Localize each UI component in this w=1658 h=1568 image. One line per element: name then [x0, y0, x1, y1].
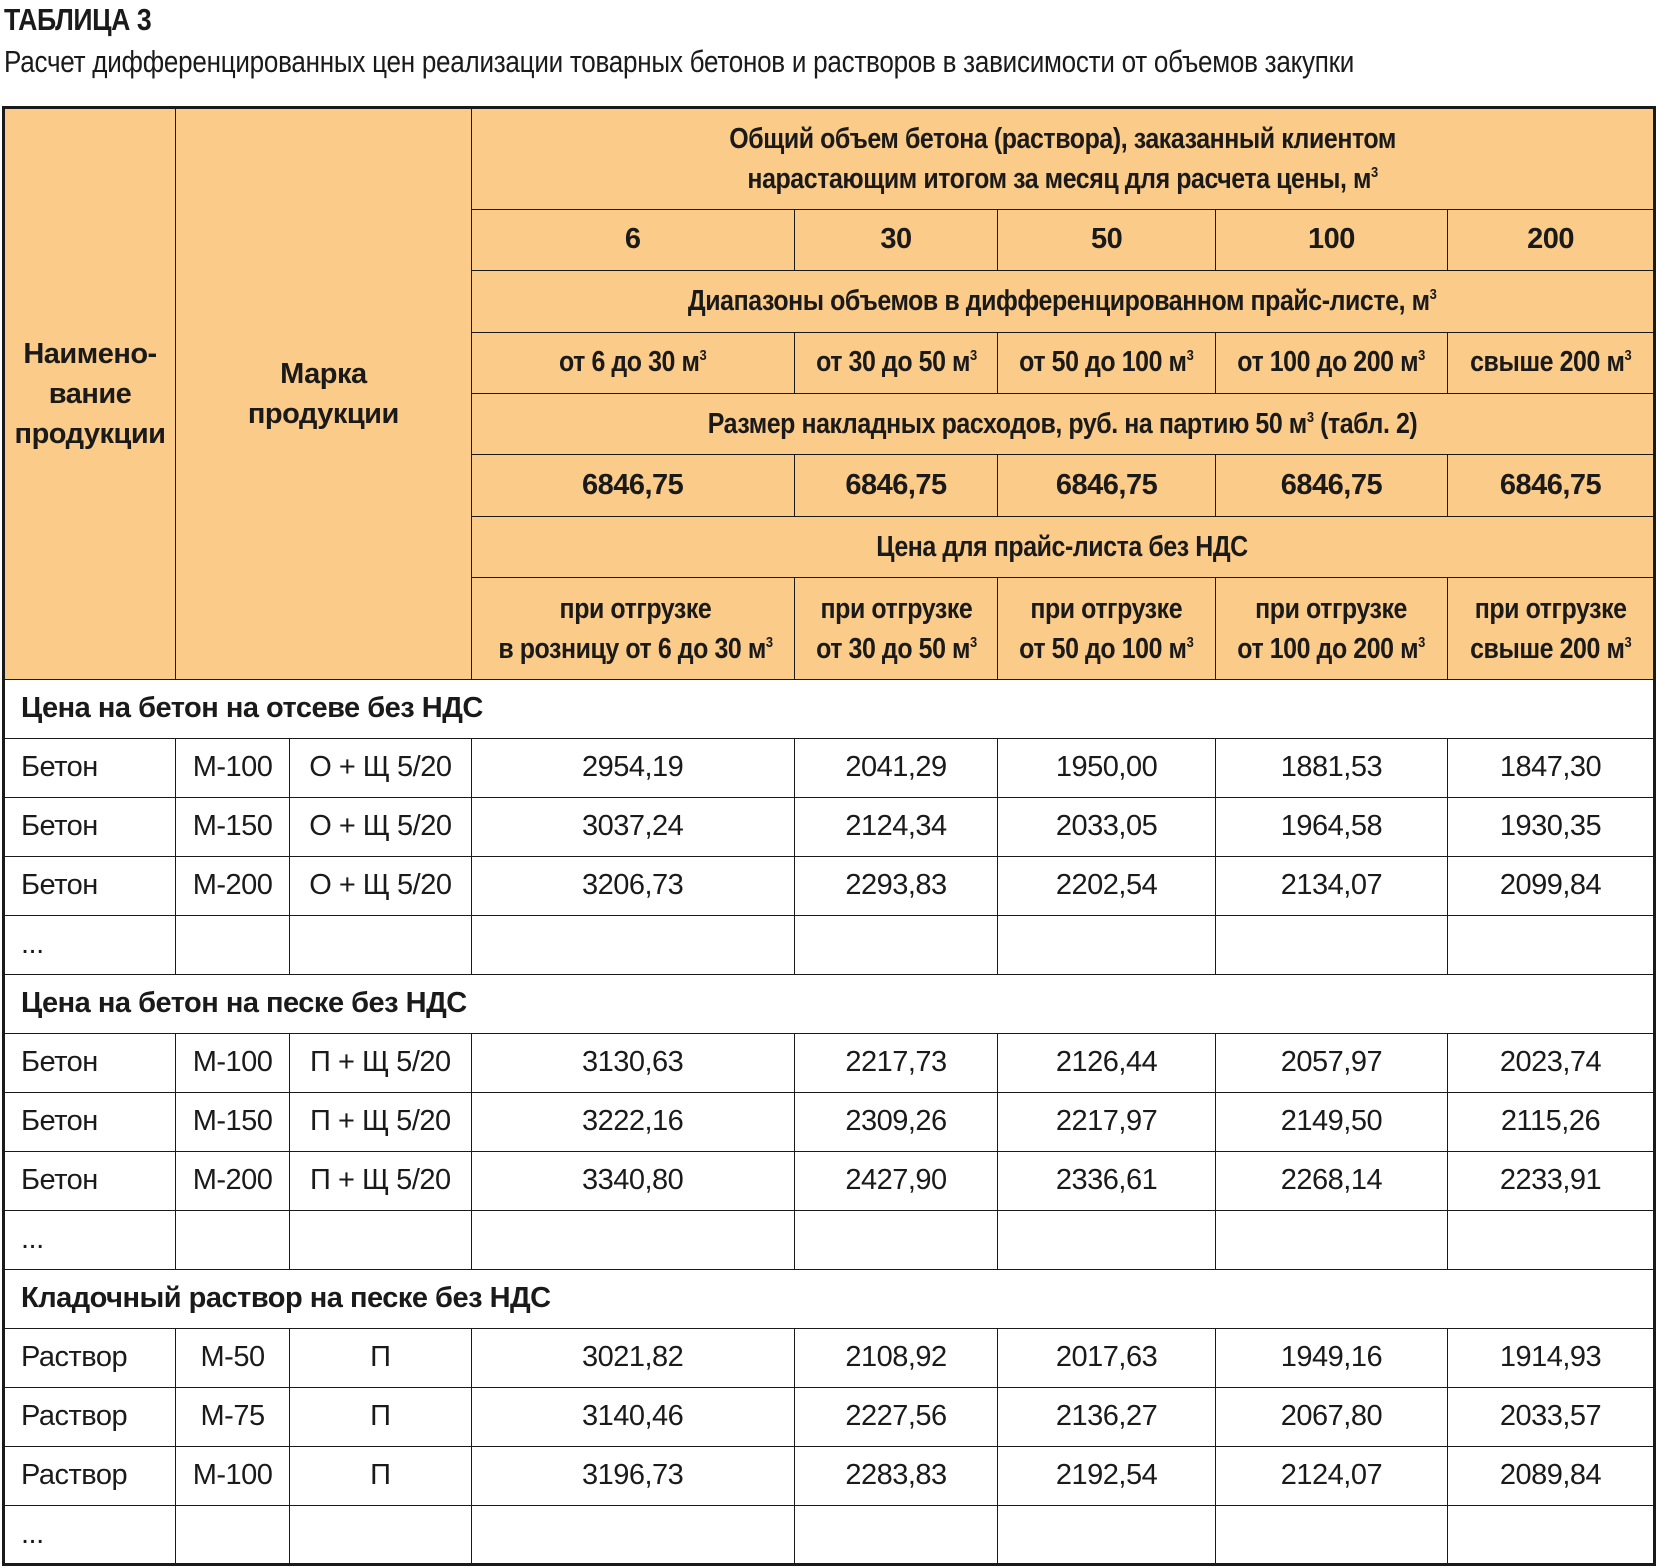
price-cell: 3130,63 — [471, 1033, 794, 1092]
price-cell: 3206,73 — [471, 856, 794, 915]
product-mark-cell: М-150 — [176, 1092, 290, 1151]
header-shipment-3 — [1215, 578, 1447, 680]
header-ranges-title — [471, 271, 1654, 332]
price-cell: 2033,05 — [998, 797, 1215, 856]
empty-cell — [1215, 915, 1447, 974]
empty-cell — [794, 915, 998, 974]
section-row — [4, 1269, 1655, 1328]
product-name-cell: Бетон — [4, 738, 176, 797]
header-range-4 — [1448, 332, 1655, 393]
table-row — [4, 856, 1655, 915]
ellipsis-row — [4, 1210, 1655, 1269]
unit-superscript: 3 — [1624, 347, 1632, 365]
product-mix-cell: О + Щ 5/20 — [290, 797, 472, 856]
price-cell: 2041,29 — [794, 738, 998, 797]
header-overhead-4: 6846,75 — [1448, 455, 1655, 516]
price-cell: 2108,92 — [794, 1328, 998, 1387]
price-cell: 2099,84 — [1448, 856, 1655, 915]
header-volume-title — [471, 108, 1654, 210]
section-title: Цена на бетон на песке без НДС — [4, 974, 1655, 1033]
price-cell: 2192,54 — [998, 1446, 1215, 1505]
product-mark-cell: М-50 — [176, 1328, 290, 1387]
empty-cell — [794, 1210, 998, 1269]
empty-cell — [1448, 1210, 1655, 1269]
empty-cell — [290, 1210, 472, 1269]
product-name-cell: Раствор — [4, 1387, 176, 1446]
ellipsis-row — [4, 1505, 1655, 1564]
product-name-cell: Бетон — [4, 1092, 176, 1151]
empty-cell — [794, 1505, 998, 1564]
product-mix-cell: П + Щ 5/20 — [290, 1151, 472, 1210]
price-table — [2, 106, 1656, 1566]
price-cell: 2293,83 — [794, 856, 998, 915]
overhead-title-text: Размер накладных расходов, руб. на партию 50 м — [707, 407, 1307, 440]
header-shipment-1 — [794, 578, 998, 680]
ellipsis-cell: ... — [4, 1210, 176, 1269]
price-cell: 2089,84 — [1448, 1446, 1655, 1505]
unit-superscript: 3 — [1306, 408, 1314, 426]
empty-cell — [471, 1210, 794, 1269]
shipment-line2: от 50 до 100 м — [1019, 632, 1187, 665]
price-cell: 2427,90 — [794, 1151, 998, 1210]
product-mark-cell: М-100 — [176, 738, 290, 797]
price-cell: 1949,16 — [1215, 1328, 1447, 1387]
price-cell: 3340,80 — [471, 1151, 794, 1210]
table-row — [4, 1446, 1655, 1505]
table-row — [4, 738, 1655, 797]
ellipsis-row — [4, 915, 1655, 974]
unit-superscript: 3 — [765, 633, 773, 651]
table-row — [4, 1151, 1655, 1210]
price-cell: 2033,57 — [1448, 1387, 1655, 1446]
price-cell: 1914,93 — [1448, 1328, 1655, 1387]
price-cell: 1881,53 — [1215, 738, 1447, 797]
empty-cell — [998, 915, 1215, 974]
product-name-cell: Раствор — [4, 1328, 176, 1387]
product-mark-cell: М-200 — [176, 1151, 290, 1210]
empty-cell — [176, 1210, 290, 1269]
header-range-0 — [471, 332, 794, 393]
price-cell: 3021,82 — [471, 1328, 794, 1387]
header-overhead-2: 6846,75 — [998, 455, 1215, 516]
header-price-title — [471, 516, 1654, 577]
product-mix-cell: П — [290, 1328, 472, 1387]
price-cell: 2336,61 — [998, 1151, 1215, 1210]
shipment-line1: при отгрузке — [1474, 592, 1627, 625]
shipment-line2: от 30 до 50 м — [815, 632, 970, 665]
product-name-cell: Раствор — [4, 1446, 176, 1505]
unit-superscript: 3 — [969, 347, 977, 365]
header-volume-3: 100 — [1215, 209, 1447, 270]
empty-cell — [290, 915, 472, 974]
product-mark-cell: М-100 — [176, 1446, 290, 1505]
product-mark-cell: М-75 — [176, 1387, 290, 1446]
header-range-2 — [998, 332, 1215, 393]
price-cell: 2233,91 — [1448, 1151, 1655, 1210]
unit-superscript: 3 — [1418, 347, 1426, 365]
header-overhead-0: 6846,75 — [471, 455, 794, 516]
product-mix-cell: О + Щ 5/20 — [290, 738, 472, 797]
header-overhead-1: 6846,75 — [794, 455, 998, 516]
overhead-title-tail: (табл. 2) — [1313, 407, 1418, 440]
price-cell: 2309,26 — [794, 1092, 998, 1151]
unit-superscript: 3 — [1624, 633, 1632, 651]
header-shipment-2 — [998, 578, 1215, 680]
product-mark-cell: М-200 — [176, 856, 290, 915]
section-title: Цена на бетон на отсеве без НДС — [4, 680, 1655, 739]
range-text: от 50 до 100 м — [1019, 346, 1187, 379]
product-mix-cell: П + Щ 5/20 — [290, 1092, 472, 1151]
section-row — [4, 974, 1655, 1033]
shipment-line2: от 100 до 200 м — [1237, 632, 1419, 665]
unit-superscript: 3 — [1429, 285, 1437, 303]
empty-cell — [471, 1505, 794, 1564]
price-cell: 3037,24 — [471, 797, 794, 856]
header-volume-0: 6 — [471, 209, 794, 270]
ellipsis-cell: ... — [4, 915, 176, 974]
price-cell: 1847,30 — [1448, 738, 1655, 797]
price-cell: 2217,73 — [794, 1033, 998, 1092]
header-volume-1: 30 — [794, 209, 998, 270]
volume-title-line2: нарастающим итогом за месяц для расчета цены, м — [747, 162, 1371, 195]
price-cell: 2124,07 — [1215, 1446, 1447, 1505]
product-mix-cell: П — [290, 1387, 472, 1446]
shipment-line1: при отгрузке — [1255, 592, 1408, 625]
price-cell: 2954,19 — [471, 738, 794, 797]
empty-cell — [998, 1505, 1215, 1564]
shipment-line2: свыше 200 м — [1469, 632, 1625, 665]
product-mark-cell: М-150 — [176, 797, 290, 856]
header-shipment-4 — [1448, 578, 1655, 680]
empty-cell — [1448, 1505, 1655, 1564]
price-title-text: Цена для прайс-листа без НДС — [876, 530, 1249, 563]
price-cell: 3140,46 — [471, 1387, 794, 1446]
price-cell: 2217,97 — [998, 1092, 1215, 1151]
empty-cell — [998, 1210, 1215, 1269]
price-cell: 1964,58 — [1215, 797, 1447, 856]
table-row — [4, 1328, 1655, 1387]
header-overhead-title — [471, 394, 1654, 455]
section-row — [4, 680, 1655, 739]
table-row — [4, 1092, 1655, 1151]
product-mix-cell: О + Щ 5/20 — [290, 856, 472, 915]
section-title: Кладочный раствор на песке без НДС — [4, 1269, 1655, 1328]
price-cell: 2067,80 — [1215, 1387, 1447, 1446]
table-row — [4, 1033, 1655, 1092]
unit-superscript: 3 — [699, 347, 707, 365]
empty-cell — [290, 1505, 472, 1564]
unit-superscript: 3 — [1186, 633, 1194, 651]
product-name-cell: Бетон — [4, 1151, 176, 1210]
product-mix-cell: П + Щ 5/20 — [290, 1033, 472, 1092]
price-cell: 2149,50 — [1215, 1092, 1447, 1151]
unit-superscript: 3 — [1418, 633, 1426, 651]
range-text: свыше 200 м — [1469, 346, 1625, 379]
empty-cell — [471, 915, 794, 974]
price-cell: 2202,54 — [998, 856, 1215, 915]
header-overhead-3: 6846,75 — [1215, 455, 1447, 516]
product-name-cell: Бетон — [4, 1033, 176, 1092]
unit-superscript: 3 — [1186, 347, 1194, 365]
price-cell: 2283,83 — [794, 1446, 998, 1505]
header-range-1 — [794, 332, 998, 393]
price-cell: 2227,56 — [794, 1387, 998, 1446]
range-text: от 30 до 50 м — [815, 346, 970, 379]
price-cell: 2057,97 — [1215, 1033, 1447, 1092]
range-text: от 100 до 200 м — [1237, 346, 1419, 379]
empty-cell — [176, 915, 290, 974]
product-mark-cell: М-100 — [176, 1033, 290, 1092]
ranges-title-text: Диапазоны объемов в дифференцированном прайс-листе, м — [688, 284, 1430, 317]
shipment-line1: при отгрузке — [559, 592, 712, 625]
price-cell: 2023,74 — [1448, 1033, 1655, 1092]
header-range-3 — [1215, 332, 1447, 393]
product-mix-cell: П — [290, 1446, 472, 1505]
price-cell: 3222,16 — [471, 1092, 794, 1151]
product-name-cell: Бетон — [4, 797, 176, 856]
price-cell: 2134,07 — [1215, 856, 1447, 915]
empty-cell — [176, 1505, 290, 1564]
price-cell: 1950,00 — [998, 738, 1215, 797]
shipment-line1: при отгрузке — [1030, 592, 1183, 625]
table-row — [4, 797, 1655, 856]
price-cell: 2126,44 — [998, 1033, 1215, 1092]
shipment-line1: при отгрузке — [820, 592, 972, 625]
price-cell: 3196,73 — [471, 1446, 794, 1505]
table-title: ТАБЛИЦА 3 — [4, 2, 152, 37]
table-caption — [0, 0, 1658, 98]
header-volume-4: 200 — [1448, 209, 1655, 270]
shipment-line2: в розницу от 6 до 30 м — [497, 632, 766, 665]
header-volume-2: 50 — [998, 209, 1215, 270]
ellipsis-cell: ... — [4, 1505, 176, 1564]
price-cell: 2136,27 — [998, 1387, 1215, 1446]
header-product-mark: Марка продукции — [176, 108, 472, 680]
header-row-volume-title — [4, 108, 1655, 210]
price-cell: 1930,35 — [1448, 797, 1655, 856]
empty-cell — [1448, 915, 1655, 974]
header-shipment-0 — [471, 578, 794, 680]
price-cell: 2268,14 — [1215, 1151, 1447, 1210]
price-cell: 2115,26 — [1448, 1092, 1655, 1151]
empty-cell — [1215, 1210, 1447, 1269]
empty-cell — [1215, 1505, 1447, 1564]
table-subtitle: Расчет дифференцированных цен реализации товарных бетонов и растворов в зависимости от объемов закупки — [4, 44, 1355, 79]
unit-superscript: 3 — [969, 633, 977, 651]
range-text: от 6 до 30 м — [559, 346, 700, 379]
header-product-name: Наимено- вание продукции — [4, 108, 176, 680]
volume-title-line1: Общий объем бетона (раствора), заказанный клиентом — [728, 122, 1396, 155]
unit-superscript: 3 — [1370, 163, 1378, 181]
product-name-cell: Бетон — [4, 856, 176, 915]
price-cell: 2017,63 — [998, 1328, 1215, 1387]
table-row — [4, 1387, 1655, 1446]
price-cell: 2124,34 — [794, 797, 998, 856]
